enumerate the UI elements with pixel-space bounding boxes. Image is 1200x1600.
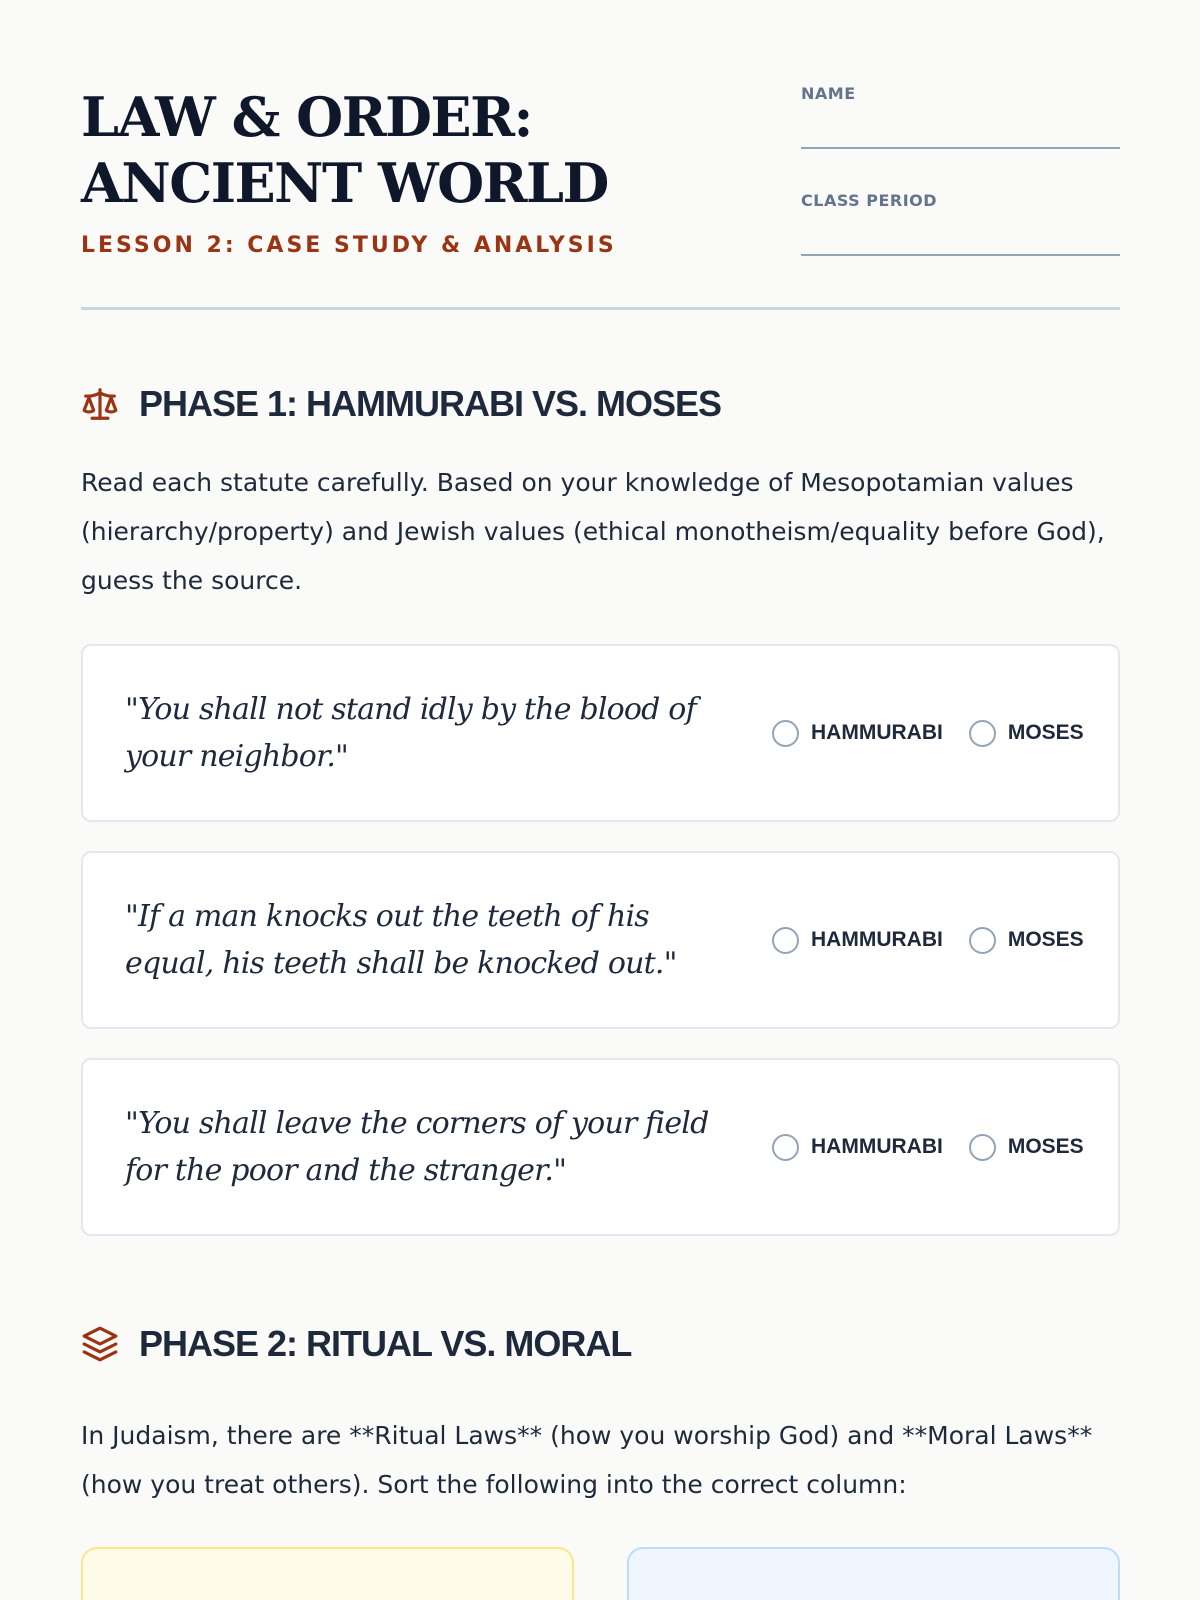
class-period-field-group xyxy=(801,191,1120,256)
scales-icon xyxy=(81,385,119,423)
option-label: MOSES xyxy=(1007,721,1084,744)
statute-quote-2: "If a man knocks out the teeth of his equal, his teeth shall be knocked out." xyxy=(125,899,677,981)
phase2-heading xyxy=(81,1322,631,1366)
moral-laws-column[interactable] xyxy=(627,1547,1120,1600)
statute-1-hammurabi-option[interactable] xyxy=(772,720,943,747)
statute-quote-1: "You shall not stand idly by the blood of your neighbor." xyxy=(125,692,696,774)
statute-2-hammurabi-option[interactable] xyxy=(772,927,943,954)
worksheet-page xyxy=(81,0,1120,1600)
radio-circle-icon[interactable] xyxy=(969,720,996,747)
radio-circle-icon[interactable] xyxy=(969,927,996,954)
worksheet-header xyxy=(81,0,1120,310)
option-label: HAMMURABI xyxy=(811,928,943,951)
phase1-heading xyxy=(81,382,721,426)
class-period-input[interactable] xyxy=(801,218,1120,256)
statute-card-1 xyxy=(81,644,1120,822)
radio-circle-icon[interactable] xyxy=(969,1134,996,1161)
lesson-subtitle: LESSON 2: CASE STUDY & ANALYSIS xyxy=(81,233,617,258)
statute-choices-3 xyxy=(772,1132,1084,1162)
statute-3-moses-option[interactable] xyxy=(969,1134,1084,1161)
option-label: MOSES xyxy=(1007,1135,1084,1158)
radio-circle-icon[interactable] xyxy=(772,1134,799,1161)
statute-1-moses-option[interactable] xyxy=(969,720,1084,747)
statute-choices-2 xyxy=(772,925,1084,955)
ritual-laws-column[interactable] xyxy=(81,1547,574,1600)
name-label: NAME xyxy=(801,84,856,103)
radio-circle-icon[interactable] xyxy=(772,720,799,747)
phase1-instructions: Read each statute carefully. Based on your knowledge of Mesopotamian values (hierarchy/property) and Jewish values (ethical monotheism/equality before God), guess the source. xyxy=(81,468,1105,595)
statute-2-moses-option[interactable] xyxy=(969,927,1084,954)
statute-card-3 xyxy=(81,1058,1120,1236)
phase1-title: PHASE 1: HAMMURABI VS. MOSES xyxy=(139,383,722,424)
statute-3-hammurabi-option[interactable] xyxy=(772,1134,943,1161)
layers-icon xyxy=(81,1325,119,1363)
phase2-title: PHASE 2: RITUAL VS. MORAL xyxy=(139,1323,632,1364)
radio-circle-icon[interactable] xyxy=(772,927,799,954)
page-title: LAW & ORDER: ANCIENT WORLD xyxy=(81,85,608,215)
statute-quote-3: "You shall leave the corners of your field for the poor and the stranger." xyxy=(125,1106,709,1188)
option-label: MOSES xyxy=(1007,928,1084,951)
statute-choices-1 xyxy=(772,718,1084,748)
option-label: HAMMURABI xyxy=(811,721,943,744)
name-input[interactable] xyxy=(801,111,1120,149)
phase2-instructions: In Judaism, there are **Ritual Laws** (how you worship God) and **Moral Laws** (how you treat others). Sort the following into the correct column: xyxy=(81,1421,1093,1499)
statute-card-2 xyxy=(81,851,1120,1029)
option-label: HAMMURABI xyxy=(811,1135,943,1158)
class-period-label: CLASS PERIOD xyxy=(801,191,938,210)
name-field-group xyxy=(801,84,1120,149)
